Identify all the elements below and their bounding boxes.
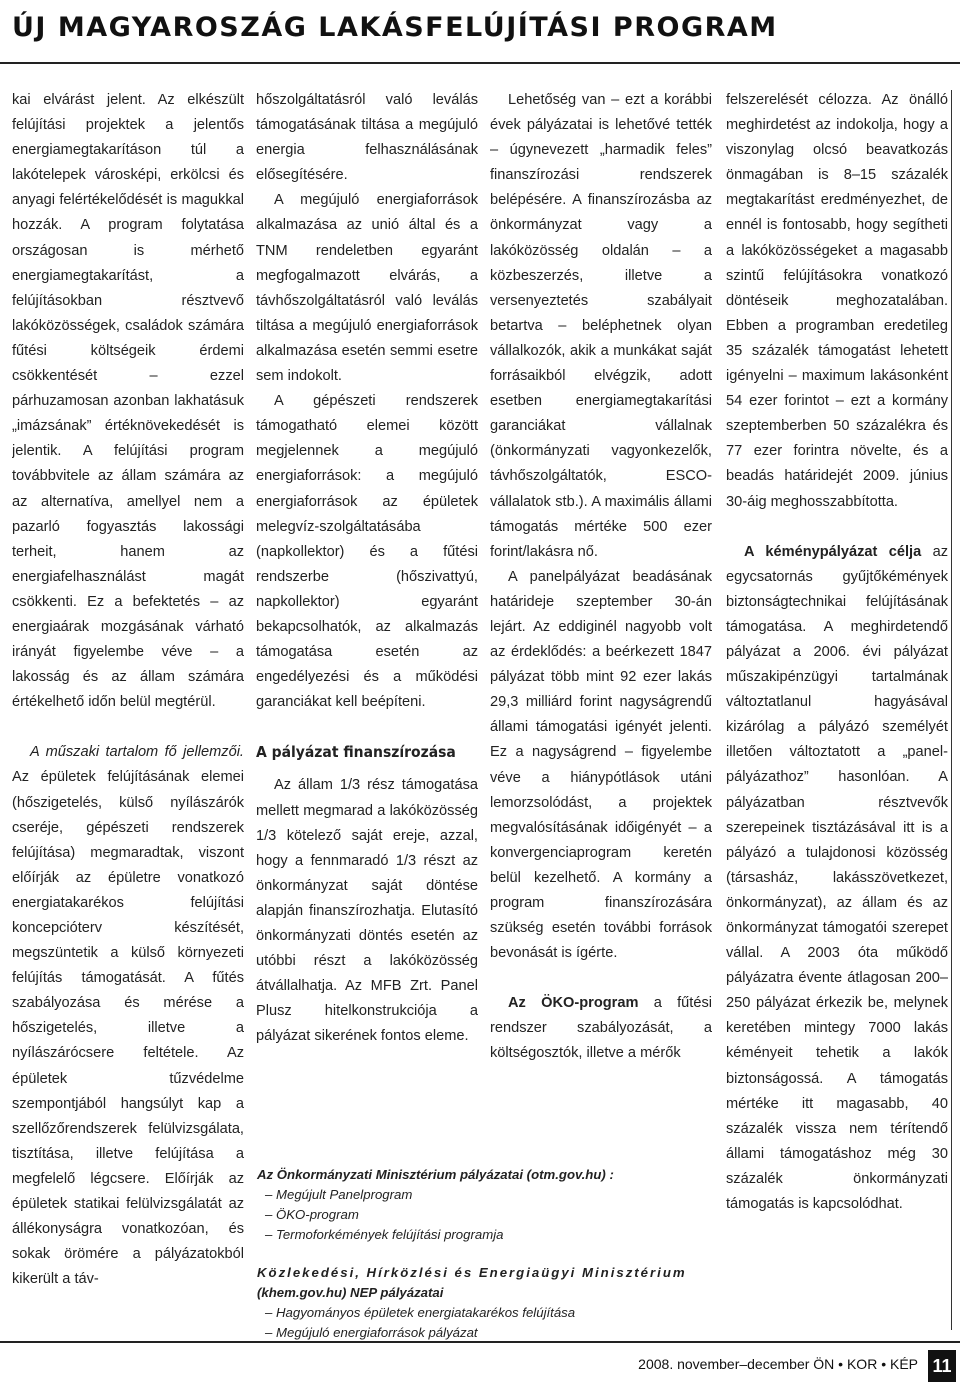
paragraph: A megújuló energiaforrások alkalmazása az unió által és a TNM rendeletben egyaránt megfogalmazott elvárás, a távhőszolgáltatásról való leválás tiltása a megújuló energiaforrások alkalmazása esetén semmi esetre sem indokolt. <box>256 192 478 385</box>
paragraph <box>726 540 948 1218</box>
paragraph-text: a fűtési rendszer szabályozását, a költségosztók, illetve a mérők <box>490 995 712 1062</box>
paragraph: kai elvárást jelent. Az elkészült felújítási projektek a jelentős energiamegtakarításon túl a lakótelepek városképi, erkölcsi és anyagi felértékelődését is magukkal hozzák. A program folytatása országosan is mérhető energiamegtakarítást, a felújításokban résztvevő lakóközösségek, családok számára fűtési költségeik érdemi csökkentését – ezzel párhuzamosan azonban lakhatásuk „imázsának” értéknövekedését is jelentik. A felújítási program továbbvitele az állam számára az az alternatíva, amellyel nem a pazarló fogyasztás lakossági terheit, hanem az energiafelhasználást magát csökkenti. Ez a befektetés – az energiaárak mozgásának várható irányát figyelembe véve – a lakosság és az állam számára értékelhető időn belül megtérül. <box>12 92 244 711</box>
paragraph-text: Az épületek felújításának elemei (hőszigetelés, külső nyílászárók cseréje, gépészeti rendszerek felújítása) megmaradtak, viszont előírják az épületre vonatkozó energiatakarékos felújítási koncepcióterv készítését, megszüntetik a külső környezeti felújítás támogatását. A fűtés szabályozása és mérése a hőszigetelés, illetve a nyílászárócsere feltétele. Az épületek tűzvédelme szempontjából hangsúlyt kap a szellőzőrendszerek felülvizsgálata, tisztítása, illetve felújítása a megfelelő légcsere. Előírják az épületek statikai felülvizsgálatát az állékonyságra vonatkozóan, és sokak örömére a pályázatokból kikerült a táv- <box>12 769 244 1288</box>
spacer <box>490 966 712 991</box>
paragraph: hőszolgáltatásról való leválás támogatásának tiltása a megújuló energia felhasználásának elősegítésére. <box>256 92 478 184</box>
list-item: – Megújuló energiaforrások pályázat <box>265 1325 478 1340</box>
bold-lead: A kéménypályázat célja <box>744 543 922 560</box>
paragraph: Az állam 1/3 rész támogatása mellett megmarad a lakóközösség 1/3 kötelező saját ereje, azzal, hogy a fennmaradó 1/3 részt az önkormányzat saját döntése alapján finanszírozhatja. Elutasító önkormányzati döntés esetén az utóbbi részt a lakóközösség átvállalhatja. Az MFB Zrt. Panel Plusz hitelkonstrukciója a pályázat sikerének fontos eleme. <box>256 777 478 1045</box>
paragraph <box>490 991 712 1066</box>
paragraph: felszerelését célozza. Az önálló meghirdetést az indokolja, hogy a viszonylag olcsó beavatkozás önmagában is 8–15 százalék megtakarítást eredményezhet, de ennél is fontosabb, hogy segítheti a lakóközösségeket a magasabb szintű felújításokra vonatkozó döntéseik meghozatalában. Ebben a programban eredetileg 35 százalék támogatást lehetett igényelni – maximum lakásonként 54 ezer forintot – ezt a kormány szeptemberben 50 százalékra és 77 ezer forintra növelte, és a beadás határidejét 2009. június 30-áig meghosszabbította. <box>726 92 948 510</box>
column-1 <box>12 88 244 1340</box>
paragraph: A gépészeti rendszerek támogatható elemei között megjelennek a megújuló energiaforrások: a megújuló energiaforrások az épületek melegvíz-szolgáltatásába (napkollektor) és a fűtési rendszerbe (hőszivattyú, napkollektor) egyaránt bekapcsolhatók, az alkalmazás támogatása esetén az engedélyezési és a működési garanciákat kell beépíteni. <box>256 393 478 711</box>
spacer <box>726 515 948 540</box>
footer-issue: 2008. november–december ÖN • KOR • KÉP <box>638 1356 918 1372</box>
page-number: 11 <box>928 1350 956 1382</box>
column-4 <box>726 88 948 1340</box>
footer-rule <box>0 1341 960 1343</box>
paragraph: A panelpályázat beadásának határideje szeptember 30-án lejárt. Az eddiginél nagyobb volt az érdeklődés: a beérkezett 1847 pályázat több mint 92 ezer lakás 29,3 milliárd forint nagyságrendű állami támogatási igényét jelenti. Ez a nagyságrend – figyelembe véve a hiánypótlások utáni lemorzsolódást, a projektek megvalósításának időigényét – a konvergenciaprogram keretén belül kezelhető. A kormány a program finanszírozására szükség esetén további források bevonását is ígérte. <box>490 568 712 962</box>
page-header <box>0 0 960 64</box>
bold-lead: Az ÖKO-program <box>508 995 639 1012</box>
paragraph: Lehetőség van – ezt a korábbi évek pályázatai is lehetővé tették – úgynevezett „harmadik feles” finanszírozási rendszerek belépésére. A finanszírozásba az önkormányzat vagy a lakóközösség oldalán – a közbeszerzés, illetve a versenyeztetés szabályait betartva – beléphetnek olyan vállalkozók, akik a munkákat saját forrásaikból elvégzik, adott esetben energiamegtakarítási garanciákat vállalnak (önkormányzati vagyonkezelők, távhőszolgáltatók, ESCO-vállalatok stb.). A maximális állami támogatás mértéke 500 ezer forint/lakásra nő. <box>490 92 712 560</box>
info-box <box>257 1165 717 1340</box>
column-2 <box>256 88 478 1340</box>
list-item: – Termoforkémények felújítási programja <box>265 1227 504 1242</box>
info-box-heading: Az Önkormányzati Minisztérium pályázatai (otm.gov.hu) : <box>257 1167 614 1182</box>
paragraph-text: az egycsatornás gyűjtőkémények biztonságtechnikai felújításának támogatása. A meghirdetendő pályázat a 2006. évi pályázat műszakipénzügyi tartalmának változtatlanul hagyásával kizárólag a pályázó személyét illetően változtatott a „panel-pályázathoz” hasonlóan. A pályázatban résztvevők szerepeinek tisztázásával itt is a pályázó a tulajdonosi közösség (társasház, lakásszövetkezet, önkormányzat), az állam és az önkormányzat támogatói szerepet vállal. A 2003 óta működő pályázatra évente átlagosan 200–250 pályázat érkezik be, melynek keretében mintegy 7000 lakás kéményeit tehetik a lakók biztonságossá. A támogatás mértéke itt magasabb, 40 százalék vissza nem térítendő állami támogatáshoz még 30 százalék önkormányzati támogatás is kapcsolódhat. <box>726 543 948 1213</box>
spacer <box>256 765 478 773</box>
subheading-lead: A műszaki tartalom fő jellemzői. <box>30 744 244 761</box>
spacer <box>257 1245 717 1263</box>
page-title: ÚJ MAGYAROSZÁG LAKÁSFELÚJÍTÁSI PROGRAM <box>12 12 778 43</box>
info-box-heading-2: Közlekedési, Hírközlési és Energiaügyi Minisztérium <box>257 1265 687 1280</box>
list-item: – Megújult Panelprogram <box>265 1187 413 1202</box>
section-heading: A pályázat finanszírozása <box>256 743 456 762</box>
paragraph <box>12 740 244 1292</box>
list-item: – ÖKO-program <box>265 1207 359 1222</box>
info-box-heading-2-link: (khem.gov.hu) NEP pályázatai <box>257 1285 444 1300</box>
list-item: – Hagyományos épületek energiatakarékos felújítása <box>265 1305 576 1320</box>
spacer <box>256 715 478 740</box>
column-3 <box>490 88 712 1340</box>
right-vertical-rule <box>951 90 952 1330</box>
spacer <box>12 715 244 740</box>
